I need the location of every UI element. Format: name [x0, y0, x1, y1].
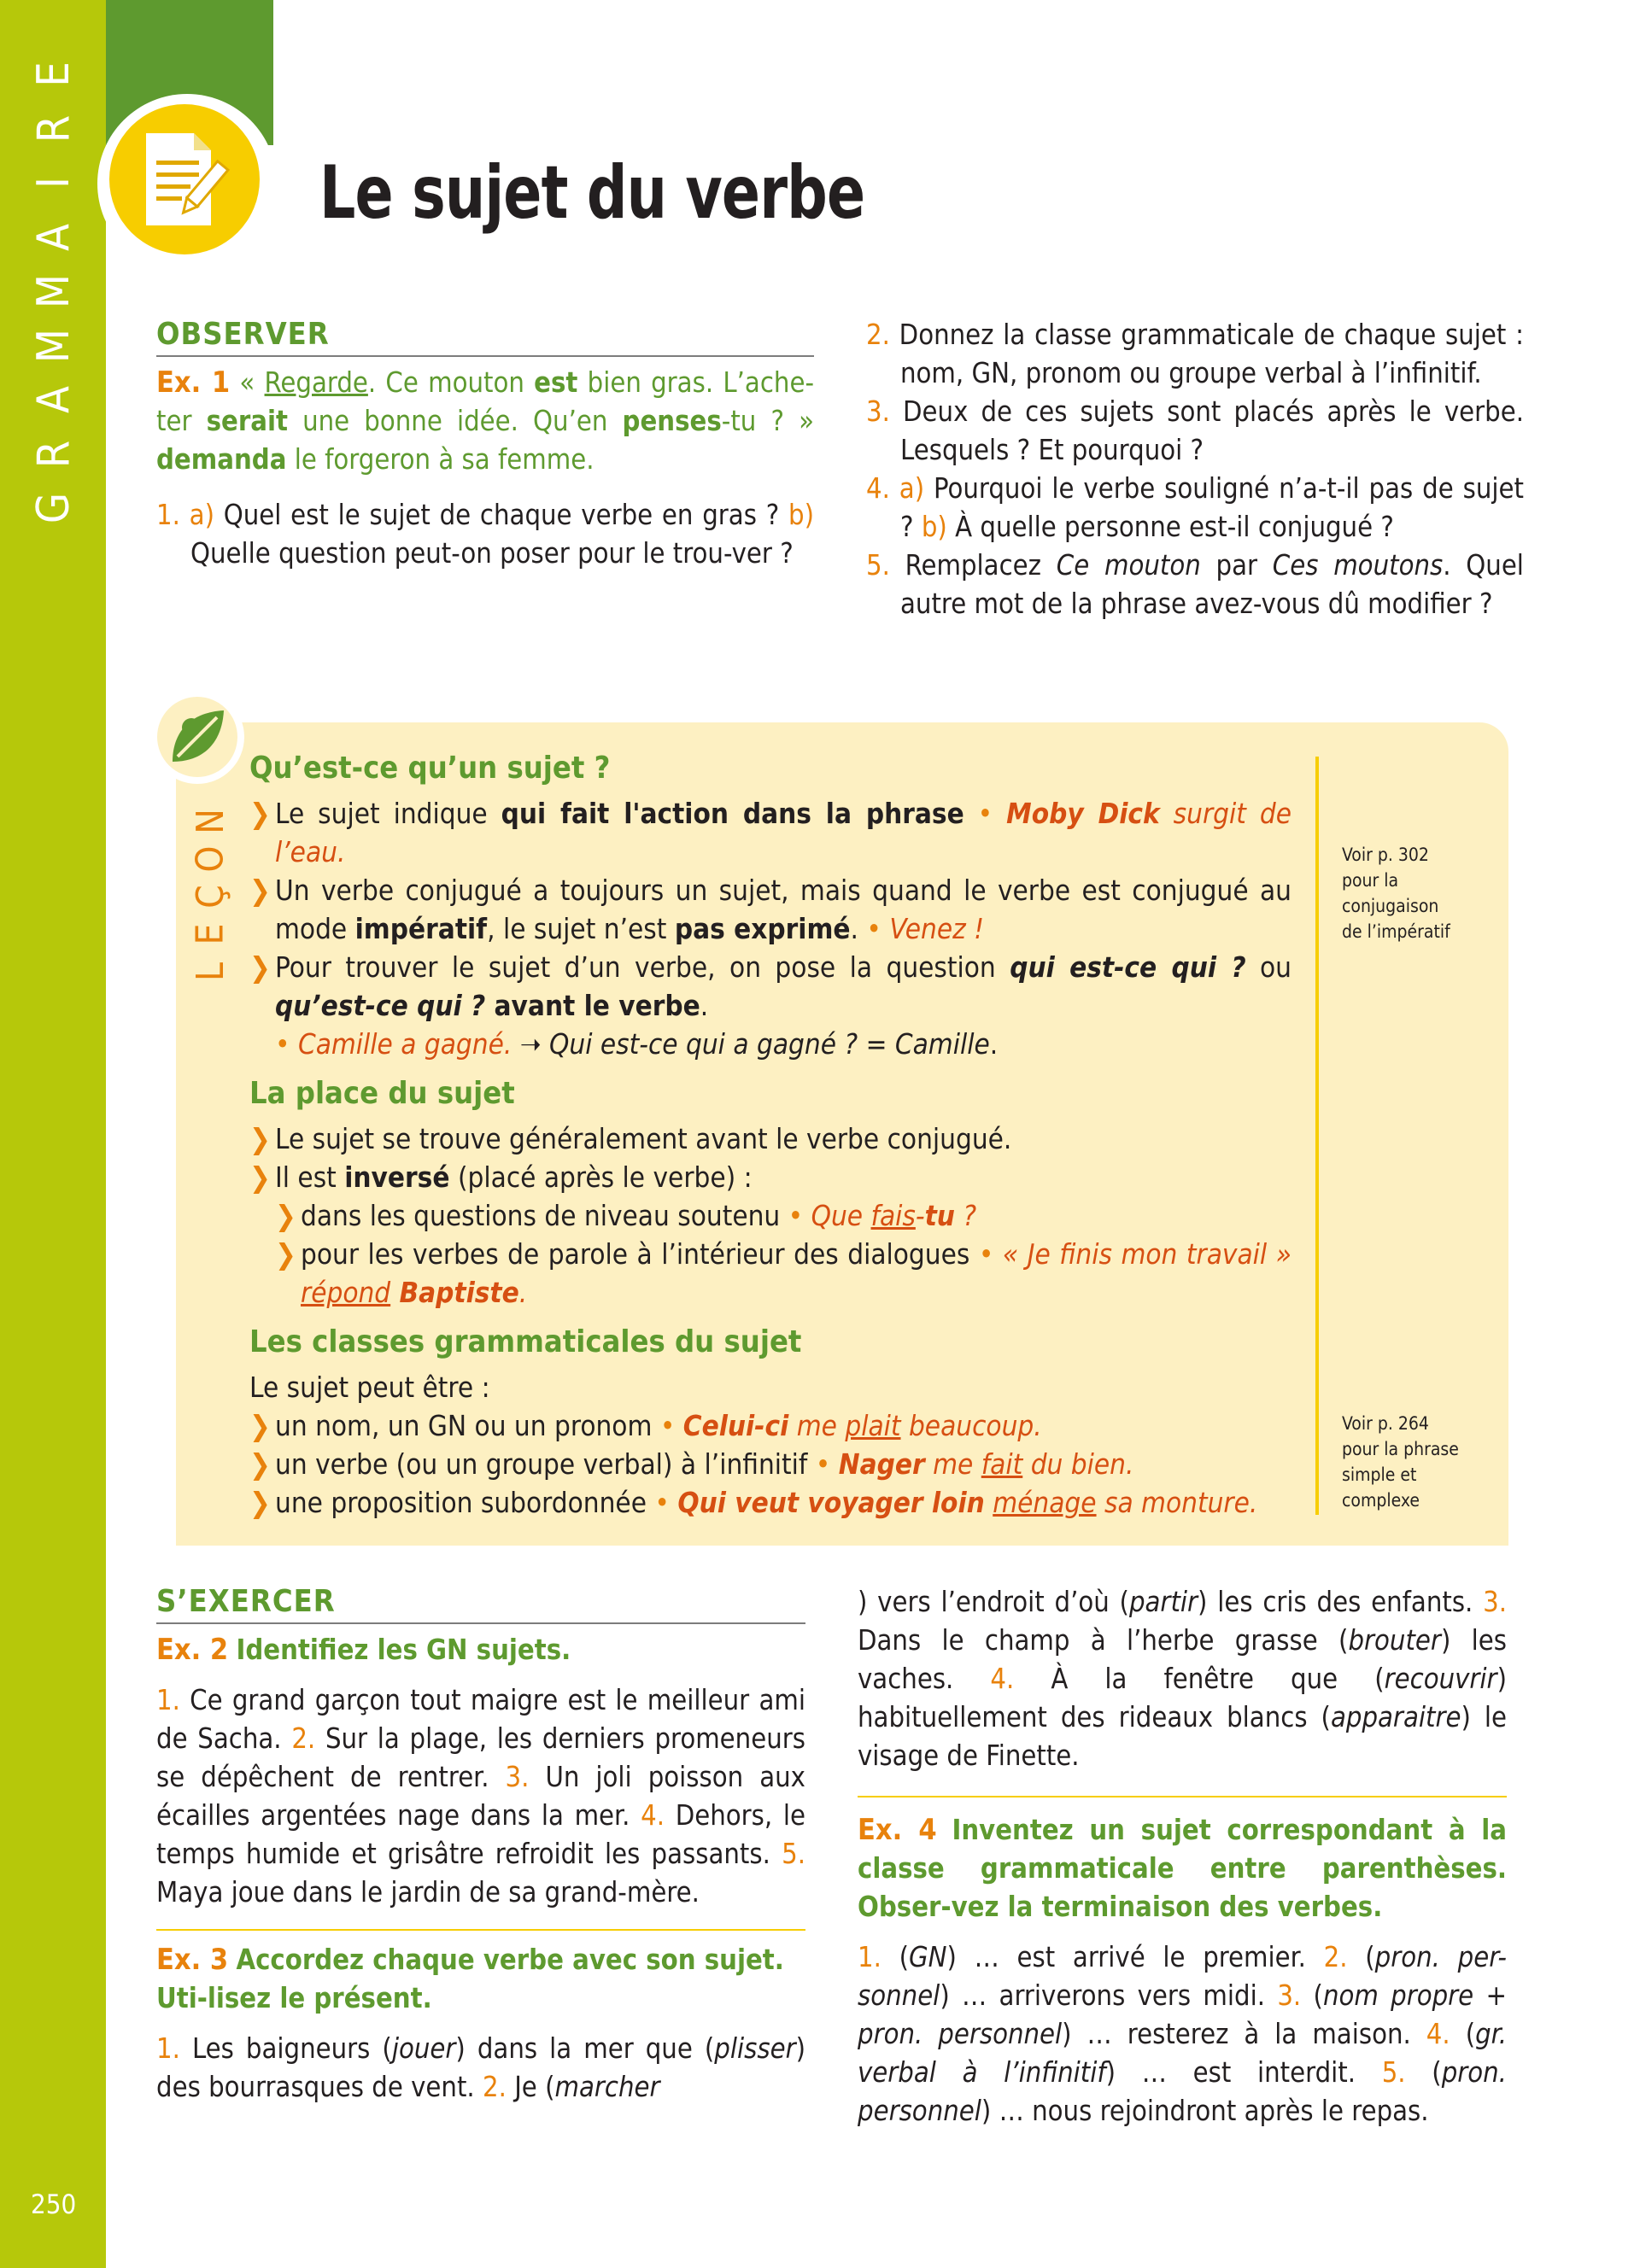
item-text: ( [1432, 2056, 1442, 2089]
lesson-bold-italic: qu’est-ce qui ? [275, 989, 486, 1022]
ex4-instruction: Inventez un sujet correspondant à la classe grammaticale entre parenthèses. Obser-vez la terminaison des verbes. [858, 1814, 1507, 1923]
lesson-bold: avant le verbe [485, 989, 700, 1022]
item-text: ) habituellement des rideaux blancs ( [858, 1663, 1507, 1733]
chevron-right-icon: ❯ [249, 797, 271, 830]
section-title-vertical [24, 51, 84, 529]
item-text: Sur la plage, les derniers promeneurs se dépêchent de rentrer. [156, 1722, 805, 1793]
ex4-items [858, 1938, 1507, 2131]
example-bold: tu [924, 1199, 955, 1232]
lesson-bullet-text [301, 1235, 1292, 1312]
page-title: Le sujet du verbe [319, 150, 865, 236]
lesson-bullet-text [275, 1158, 753, 1196]
lesson-bold: pas exprimé [674, 912, 851, 945]
lesson-heading-1: Qu’est-ce qu’un sujet ? [249, 751, 611, 786]
chevron-right-icon: ❯ [275, 1237, 296, 1271]
chevron-right-icon: ❯ [249, 1447, 271, 1481]
question-text: . Quel autre mot de la phrase avez-vous dû modifier ? [900, 549, 1524, 620]
lesson-text: un verbe (ou un groupe verbal) à l’infinitif [275, 1447, 808, 1481]
item-italic: marcher [554, 2071, 660, 2103]
ex1-segment: . Ce mouton [367, 366, 535, 399]
section-letter: R [28, 113, 79, 143]
item-text: ) … est arrivé le premier. [946, 1941, 1306, 1973]
lesson-bullet-text [275, 1483, 1257, 1522]
question-number: 2. [866, 319, 890, 351]
item-text: ( [1365, 1941, 1375, 1973]
lesson-bullet-text [275, 948, 1292, 1063]
item-number: 1. [156, 2032, 180, 2065]
margin-note-imperatif [1342, 842, 1450, 944]
ex1-segment: le forgeron à sa femme. [286, 443, 594, 476]
section-letter: G [27, 490, 79, 524]
question-part-label: b) [921, 511, 947, 543]
example-text [985, 1486, 993, 1519]
lesson-bullet [249, 1158, 1292, 1196]
chevron-right-icon: ❯ [249, 1122, 271, 1155]
ex1-word-demanda: demanda [156, 443, 287, 476]
item-italic: jouer [391, 2032, 456, 2065]
lesson-subbullet [249, 1196, 1292, 1235]
example-text: Venez ! [889, 912, 984, 945]
example-text: du bien. [1022, 1447, 1134, 1481]
item-text: ) les cris des enfants. [1198, 1586, 1473, 1618]
margin-note-phrase [1342, 1411, 1459, 1513]
exercise-divider [156, 1929, 805, 1931]
margin-note-line: pour la phrase [1342, 1439, 1459, 1459]
ex2-items [156, 1681, 805, 1912]
example-dot: • [964, 797, 1007, 830]
margin-note-line: de l’impératif [1342, 921, 1450, 942]
lesson-text: Pour trouver le sujet d’un verbe, on pose la question [275, 950, 1010, 984]
example-dot: • [969, 1237, 1003, 1271]
ex2-label: Ex. 2 [156, 1633, 229, 1667]
question-number: 4. [866, 472, 890, 505]
example-underlined: répond [301, 1276, 391, 1309]
example-text: surgit de l’eau. [275, 797, 1292, 868]
item-text: À la fenêtre que ( [1051, 1663, 1385, 1695]
section-letter: A [28, 221, 79, 251]
section-letter: I [27, 175, 79, 189]
exercise-divider [858, 1796, 1507, 1797]
ex1-word-serait: serait [206, 405, 288, 437]
example-text: sa monture. [1096, 1486, 1258, 1519]
lesson-text: une proposition subordonnée [275, 1486, 647, 1519]
lesson-bullet [249, 871, 1292, 948]
item-number: 1. [156, 1684, 180, 1716]
lesson-label-vertical [181, 803, 241, 982]
question-text: Deux de ces sujets sont placés après le verbe. Lesquels ? Et pourquoi ? [900, 395, 1525, 466]
arrow-right-icon: ➝ [512, 1027, 550, 1061]
ex1-word-penses: penses [622, 405, 722, 437]
example-text: ? [954, 1199, 977, 1232]
item-number: 4. [641, 1799, 665, 1832]
lesson-text: , le sujet n’est [487, 912, 675, 945]
item-text: ) … resterez à la maison. [1062, 2018, 1411, 2050]
lesson-badge [150, 690, 244, 784]
item-italic: plisser [714, 2032, 796, 2065]
margin-note-line: Voir p. 302 [1342, 845, 1429, 865]
item-italic: pron. per-sonnel [858, 1941, 1507, 2012]
chevron-right-icon: ❯ [249, 874, 271, 907]
item-text: ) dans la mer que ( [455, 2032, 715, 2065]
example-underlined: fais [870, 1199, 916, 1232]
example-bold: Moby Dick [1006, 797, 1160, 830]
lesson-text: dans les questions de niveau soutenu [301, 1199, 781, 1232]
exercer-right-column [858, 1583, 1507, 2131]
question-1 [156, 496, 814, 573]
example-text: . [518, 1276, 528, 1309]
question-2 [866, 316, 1524, 393]
example-text: « Je finis mon travail » [1002, 1237, 1292, 1271]
lesson-letter: Ç [189, 885, 232, 909]
ex1-segment: une bonne idée. Qu’en [287, 405, 623, 437]
item-text: ( [899, 1941, 909, 1973]
lesson-letter: N [188, 809, 232, 834]
example-text: beaucoup. [900, 1409, 1042, 1442]
ex1-word-regarde: Regarde [264, 366, 368, 399]
item-text: ( [1313, 1979, 1323, 2012]
section-letter: M [28, 272, 79, 309]
lesson-letter: O [189, 845, 232, 873]
observer-right-column [866, 316, 1524, 623]
lesson-text: (placé après le verbe) : [449, 1160, 753, 1194]
example-bold: Baptiste [390, 1276, 519, 1309]
margin-note-line: conjugaison [1342, 896, 1439, 916]
example-bold: Celui-ci [682, 1409, 789, 1442]
item-text: ) … nous rejoindront après le repas. [981, 2095, 1429, 2127]
item-text: ) le visage de Finette. [858, 1701, 1507, 1772]
lesson-bullet-text [275, 871, 1292, 948]
section-letter: R [28, 438, 79, 468]
question-part-label: b) [788, 499, 814, 531]
item-italic: GN [909, 1941, 947, 1973]
item-italic: partir [1128, 1586, 1198, 1618]
item-number: 4. [990, 1663, 1015, 1695]
question-number: 5. [866, 549, 890, 582]
lesson-bullet [249, 1119, 1292, 1158]
chevron-right-icon: ❯ [249, 1486, 271, 1519]
question-part-label: a) [899, 472, 925, 505]
item-text: Dans le champ à l’herbe grasse ( [858, 1624, 1349, 1657]
lesson-bullet [249, 1406, 1292, 1445]
ex3-instruction: Accordez chaque verbe avec son sujet. Uti-lisez le présent. [156, 1944, 784, 2014]
lesson-text: Un verbe conjugué a toujours un sujet, mais quand le verbe est conjugué au mode [275, 874, 1292, 945]
item-text: Un joli poisson aux écailles argentées nage dans la mer. [156, 1761, 805, 1832]
example-bold: Nager [838, 1447, 925, 1481]
lesson-bullet-text [301, 1196, 976, 1235]
chevron-right-icon: ❯ [249, 1409, 271, 1442]
chevron-right-icon: ❯ [275, 1199, 296, 1232]
exercer-left-column [156, 1583, 805, 2107]
item-text: Les baigneurs ( [191, 2032, 392, 2065]
example-dot: • [652, 1409, 683, 1442]
question-5 [866, 547, 1524, 623]
ex1-segment: bien gras. L’ache-ter [156, 366, 815, 437]
lesson-bold: inversé [344, 1160, 450, 1194]
lesson-letter: E [188, 923, 232, 945]
item-italic: gr. verbal à l’infinitif [858, 2018, 1507, 2089]
item-italic: brouter [1348, 1624, 1441, 1657]
lesson-text: ou [1245, 950, 1292, 984]
section-sidebar [0, 0, 106, 2268]
lesson-text: Il est [275, 1160, 345, 1194]
item-text: Je ( [514, 2071, 555, 2103]
question-4 [866, 470, 1524, 547]
example-dot: • [646, 1486, 678, 1519]
item-number: 4. [1426, 2018, 1450, 2050]
example-answer: Qui est-ce qui a gagné ? = Camille [549, 1027, 990, 1061]
lesson-letter: L [188, 962, 232, 982]
example-bold: Qui veut voyager loin [677, 1486, 985, 1519]
question-number: 1. [156, 499, 180, 531]
example-underlined: ménage [993, 1486, 1097, 1519]
leaf-icon [157, 697, 237, 777]
example-text: Camille a gagné. [297, 1027, 512, 1061]
lesson-text: . [850, 912, 858, 945]
lesson-bullet-text [275, 794, 1292, 871]
example-dot: • [858, 912, 890, 945]
ex2-header [156, 1631, 805, 1669]
question-text: par [1200, 549, 1273, 582]
item-italic: pron. personnel [858, 2056, 1507, 2127]
ex1-quote: « [239, 366, 265, 399]
lesson-bold-italic: qui est-ce qui ? [1010, 950, 1246, 984]
observer-left-column [156, 316, 814, 573]
margin-note-line: Voir p. 264 [1342, 1413, 1429, 1434]
question-number: 3. [866, 395, 890, 428]
question-3 [866, 393, 1524, 470]
item-number: 3. [505, 1761, 530, 1793]
ex3-label: Ex. 3 [156, 1943, 229, 1977]
item-italic: recouvrir [1384, 1663, 1497, 1695]
lesson-text: Le sujet indique [275, 797, 501, 830]
lesson-intro: Le sujet peut être : [249, 1371, 490, 1404]
chevron-right-icon: ❯ [249, 1160, 271, 1194]
item-number: 5. [782, 1838, 805, 1870]
margin-note-line: pour la [1342, 870, 1399, 891]
example-text: me [788, 1409, 846, 1442]
section-letter: E [28, 60, 79, 87]
question-italic: Ces moutons [1272, 549, 1444, 582]
lesson-body [249, 748, 1292, 1522]
lesson-bullet [249, 794, 1292, 871]
example-underlined: fait [981, 1447, 1023, 1481]
ex1-label: Ex. 1 [156, 365, 231, 400]
item-number: 3. [1483, 1586, 1507, 1618]
section-letter: M [28, 326, 79, 363]
section-letter: A [28, 384, 79, 413]
lesson-subbullet [249, 1235, 1292, 1312]
ex1-word-est: est [534, 366, 578, 399]
item-number: 1. [858, 1941, 882, 1973]
exercer-heading: S’EXERCER [156, 1583, 805, 1624]
question-text: À quelle personne est-il conjugué ? [955, 511, 1394, 543]
ex1-segment: -tu ? » [721, 405, 814, 437]
page-number: 250 [31, 2189, 77, 2220]
chevron-right-icon: ❯ [249, 950, 271, 984]
document-pencil-icon [138, 128, 231, 231]
example-dot: • [780, 1199, 811, 1232]
lesson-bold: qui fait l'action dans la phrase [501, 797, 964, 830]
lesson-bullet [249, 1483, 1292, 1522]
margin-note-line: simple et [1342, 1464, 1417, 1485]
ex1-text [156, 364, 814, 479]
example-text: Que [811, 1199, 871, 1232]
item-text: ) … est interdit. [1105, 2056, 1356, 2089]
lesson-text: pour les verbes de parole à l’intérieur des dialogues [301, 1237, 970, 1271]
item-number: 3. [1277, 1979, 1302, 2012]
item-number: 5. [1381, 2056, 1406, 2089]
lesson-text: . [700, 989, 709, 1022]
lesson-bullet [249, 1445, 1292, 1483]
chapter-badge [97, 94, 277, 273]
item-text: ) des bourrasques de vent. [156, 2032, 805, 2103]
lesson-heading-2: La place du sujet [249, 1076, 515, 1111]
item-italic: nom propre + pron. personnel [858, 1979, 1507, 2050]
question-text: Donnez la classe grammaticale de chaque sujet : nom, GN, pronom ou groupe verbal à l’infinitif. [899, 319, 1524, 389]
margin-note-line: complexe [1342, 1490, 1420, 1511]
item-number: 2. [1323, 1941, 1348, 1973]
question-text: Quelle question peut-on poser pour le trou-ver ? [190, 537, 794, 570]
lesson-bold: impératif [354, 912, 488, 945]
question-text: Remplacez [905, 549, 1057, 582]
example-text: - [915, 1199, 925, 1232]
observer-heading: OBSERVER [156, 316, 814, 357]
item-text: ) les vaches. [858, 1624, 1507, 1695]
example-underlined: plait [845, 1409, 901, 1442]
question-text: Pourquoi le verbe souligné n’a-t-il pas de sujet ? [900, 472, 1524, 543]
lesson-text: . [989, 1027, 999, 1061]
question-text: Quel est le sujet de chaque verbe en gras ? [223, 499, 780, 531]
item-text: ) vers l’endroit d’où ( [858, 1586, 1129, 1618]
example-text: me [924, 1447, 981, 1481]
item-text: ) … arriverons vers midi. [940, 1979, 1266, 2012]
lesson-margin-rule [1315, 757, 1319, 1515]
lesson-text: un nom, un GN ou un pronom [275, 1409, 653, 1442]
item-text: ( [1465, 2018, 1476, 2050]
example-dot: • [275, 1027, 298, 1061]
question-italic: Ce mouton [1056, 549, 1201, 582]
lesson-bullet-text: Le sujet se trouve généralement avant le verbe conjugué. [275, 1122, 1012, 1155]
question-part-label: a) [189, 499, 214, 531]
example-dot: • [807, 1447, 839, 1481]
lesson-bullet-text [275, 1406, 1042, 1445]
ex3-continued [858, 1583, 1507, 1775]
item-number: 2. [483, 2071, 507, 2103]
ex3-items [156, 2030, 805, 2107]
lesson-bullet-text [275, 1445, 1133, 1483]
item-italic: apparaitre [1330, 1701, 1461, 1733]
ex4-label: Ex. 4 [858, 1813, 937, 1847]
ex2-instruction: Identifiez les GN sujets. [236, 1634, 571, 1666]
item-text: Dehors, le temps humide et grisâtre refroidit les passants. [156, 1799, 805, 1870]
lesson-bullet [249, 948, 1292, 1063]
ex3-header [156, 1941, 805, 2018]
item-text: Ce grand garçon tout maigre est le meilleur ami de Sacha. [156, 1684, 805, 1755]
lesson-heading-3: Les classes grammaticales du sujet [249, 1324, 802, 1359]
item-number: 2. [291, 1722, 316, 1755]
item-text: Maya joue dans le jardin de sa grand-mère. [156, 1876, 700, 1909]
ex4-header [858, 1811, 1507, 1926]
